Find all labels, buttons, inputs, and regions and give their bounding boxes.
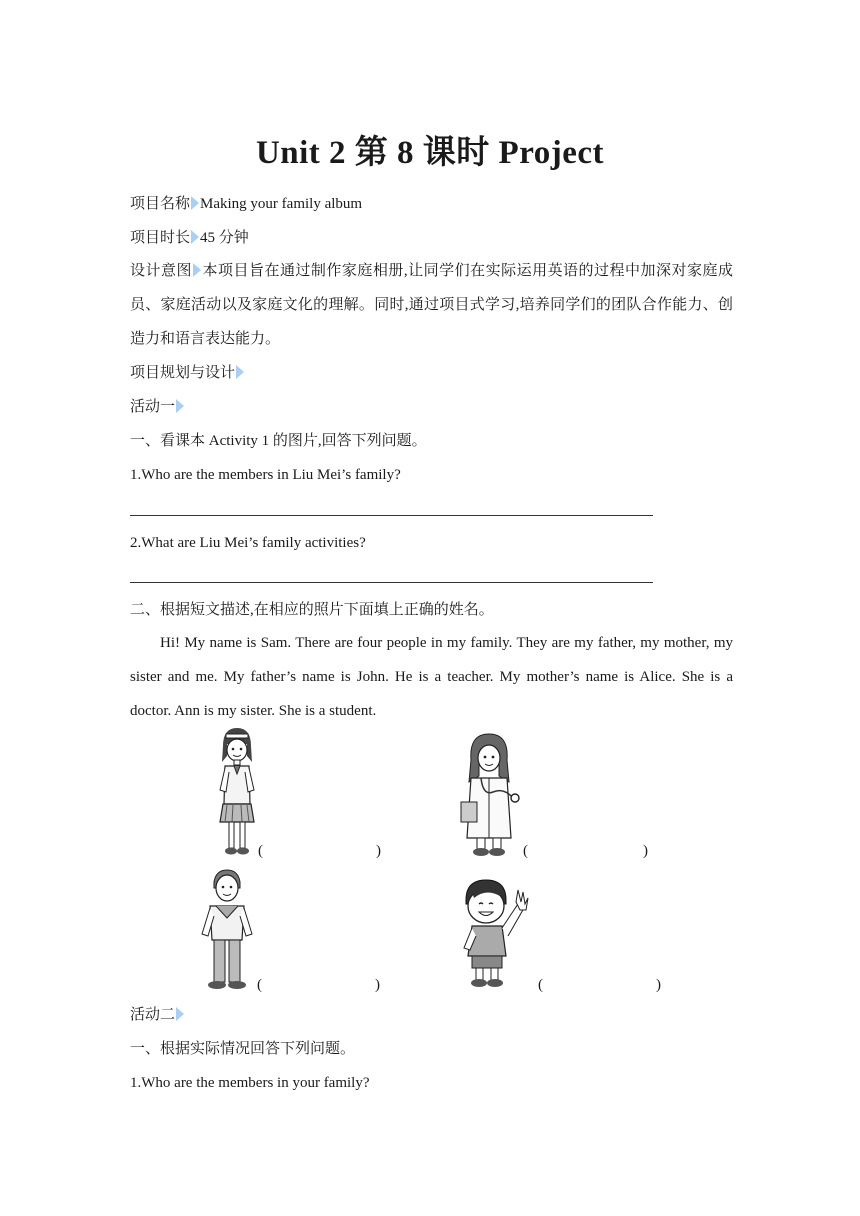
passage-text: Hi! My name is Sam. There are four people in my family. They are my father, my mother, my sister and me. My father’s name is John. He is a teacher. My mother’s name is Alice. She is a doctor. Ann is my sister. She is a student.	[130, 635, 733, 719]
activity1-label: 活动一	[130, 399, 176, 415]
planning-heading	[130, 363, 245, 383]
activity1-question-1: 1.Who are the members in Liu Mei’s family?	[130, 467, 401, 483]
design-intent-label: 设计意图	[130, 263, 192, 279]
teacher-father-illustration	[196, 868, 258, 992]
project-name-label: 项目名称	[130, 196, 191, 212]
paren-close-3: )	[375, 977, 380, 993]
design-intent-paragraph	[130, 254, 733, 356]
project-name-value: Making your family album	[200, 196, 363, 212]
girl-student-illustration	[212, 726, 262, 858]
activity2-part1-heading: 一、根据实际情况回答下列问题。	[130, 1041, 356, 1057]
design-intent-text: 本项目旨在通过制作家庭相册,让同学们在实际运用英语的过程中加深对家庭成员、家庭活动以及家庭文化的理解。同时,通过项目式学习,培养同学们的团队合作能力、创造力和语言表达能力。	[130, 263, 733, 347]
triangle-marker-icon	[236, 365, 244, 379]
triangle-marker-icon	[193, 263, 201, 277]
paren-open-3: (	[257, 977, 262, 993]
paren-close-4: )	[656, 977, 661, 993]
project-duration-label: 项目时长	[130, 230, 191, 246]
activity2-question-1: 1.Who are the members in your family?	[130, 1075, 370, 1091]
answer-line-1[interactable]	[130, 515, 653, 516]
triangle-marker-icon	[191, 230, 199, 244]
triangle-marker-icon	[191, 196, 199, 210]
project-name-row	[130, 194, 362, 214]
activity1-part2-heading: 二、根据短文描述,在相应的照片下面填上正确的姓名。	[130, 602, 494, 618]
paren-close-1: )	[376, 843, 381, 859]
triangle-marker-icon	[176, 399, 184, 413]
activity2-heading	[130, 1005, 185, 1025]
paren-close-2: )	[643, 843, 648, 859]
project-duration-value: 45 分钟	[200, 230, 249, 246]
doctor-mother-illustration	[453, 730, 531, 858]
activity1-heading	[130, 397, 185, 417]
planning-label: 项目规划与设计	[130, 365, 236, 381]
triangle-marker-icon	[176, 1007, 184, 1021]
activity2-label: 活动二	[130, 1007, 176, 1023]
paren-open-4: (	[538, 977, 543, 993]
boy-sam-illustration	[460, 878, 536, 990]
page-title: Unit 2 第 8 课时 Project	[255, 135, 605, 171]
paren-open-1: (	[258, 843, 263, 859]
sam-family-passage	[130, 626, 733, 728]
activity1-question-2: 2.What are Liu Mei’s family activities?	[130, 535, 366, 551]
activity1-part1-heading: 一、看课本 Activity 1 的图片,回答下列问题。	[130, 433, 427, 449]
project-duration-row	[130, 228, 249, 248]
answer-line-2[interactable]	[130, 582, 653, 583]
paren-open-2: (	[523, 843, 528, 859]
